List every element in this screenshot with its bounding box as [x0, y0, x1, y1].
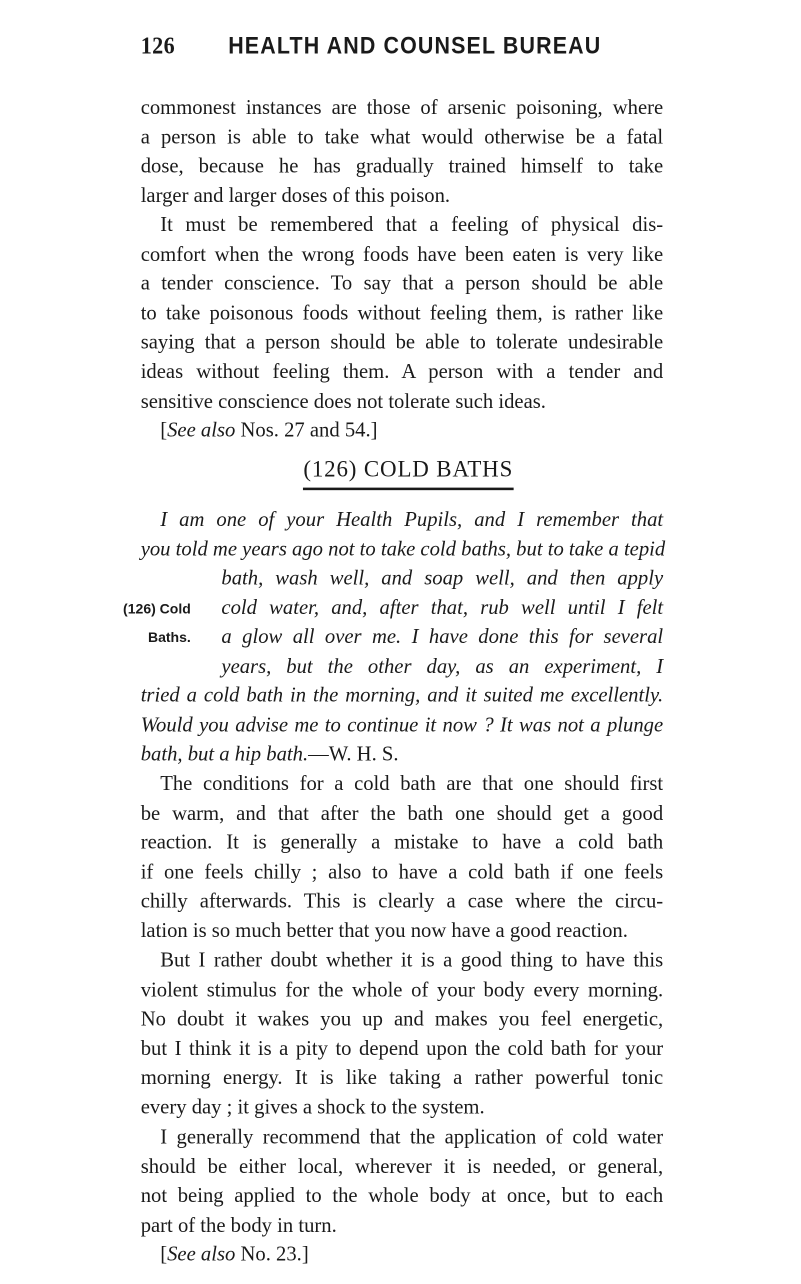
text-line: No doubt it wakes you up and makes you feel energetic,	[140, 1007, 664, 1031]
text-line: But I rather doubt whether it is a good thing to have this	[160, 948, 664, 972]
text-line: years, but the other day, as an experiment, I	[221, 654, 664, 678]
text-line: bath, but a hip bath.	[140, 742, 309, 766]
letter-signature: —W. H. S.	[308, 742, 399, 766]
ref-bracket: [	[160, 1243, 168, 1267]
text-line: lation is so much better that you now have a good reaction.	[140, 919, 629, 943]
text-line: tried a cold bath in the morning, and it suited me excellently.	[140, 683, 664, 707]
ref-numbers: No. 23.]	[235, 1243, 309, 1267]
text-line: larger and larger doses of this poison.	[140, 184, 451, 208]
text-line: saying that a person should be able to tolerate undesirable	[140, 330, 664, 354]
section-heading: (126) COLD BATHS	[256, 456, 562, 490]
see-also-label: See also	[167, 418, 236, 442]
text-line: commonest instances are those of arsenic poisoning, where	[140, 95, 664, 119]
text-line: but I think it is a pity to depend upon the cold bath for your	[140, 1037, 664, 1060]
running-title: HEALTH AND COUNSEL BUREAU	[228, 32, 602, 59]
reader-letter-indented	[222, 564, 664, 682]
paragraph-1	[141, 93, 663, 211]
text-line: cold water, and, after that, rub well until I felt	[221, 596, 664, 619]
text-line: should be either local, wherever it is needed, or general,	[140, 1154, 664, 1178]
text-line: The conditions for a cold bath are that one should first	[160, 772, 664, 796]
text-line: dose, because he has gradually trained himself to take	[140, 154, 664, 178]
text-line: morning energy. It is like taking a rather powerful tonic	[140, 1066, 664, 1090]
text-line: I am one of your Health Pupils, and I remember that	[160, 508, 664, 531]
text-line: to take poisonous foods without feeling them, is rather like	[140, 301, 664, 325]
text-line: every day ; it gives a shock to the system.	[140, 1095, 485, 1119]
text-line: reaction. It is generally a mistake to have a cold bath	[140, 830, 664, 854]
text-line: if one feels chilly ; also to have a cold bath if one feels	[140, 860, 664, 884]
paragraph-2	[141, 211, 663, 417]
paragraph-3	[141, 770, 663, 946]
reader-letter	[140, 505, 666, 564]
text-line: sensitive conscience does not tolerate such ideas.	[140, 389, 547, 413]
paragraph-5	[141, 1123, 663, 1270]
margin-note-line: (126) Cold	[123, 601, 192, 617]
text-line: comfort when the wrong foods have been eaten is very like	[140, 242, 664, 266]
paragraph-4	[141, 946, 663, 1122]
text-line: It must be remembered that a feeling of physical dis-	[160, 213, 664, 237]
text-line: not being applied to the whole body at once, but to each	[140, 1184, 664, 1208]
text-line: violent stimulus for the whole of your body every morning.	[140, 978, 664, 1002]
text-line: Would you advise me to continue it now ? It was not a plunge	[140, 713, 664, 737]
ref-numbers: Nos. 27 and 54.]	[235, 418, 378, 442]
reader-letter-end	[141, 681, 663, 769]
text-line: part of the body in turn.	[140, 1213, 338, 1237]
ref-bracket: [	[160, 418, 168, 442]
text-line: I generally recommend that the application of cold water	[160, 1125, 664, 1149]
text-line: chilly afterwards. This is clearly a case where the circu-	[140, 889, 664, 913]
cross-reference-2	[141, 1241, 663, 1270]
text-line: a tender conscience. To say that a person should be able	[140, 271, 664, 295]
text-line: be warm, and that after the bath one should get a good	[140, 801, 664, 825]
running-head	[141, 32, 668, 66]
book-page	[60, 0, 740, 1267]
text-line: you told me years ago not to take cold baths, but to take a tepid	[140, 537, 666, 561]
text-line: ideas without feeling them. A person with a tender and	[140, 360, 664, 384]
page-number: 126	[140, 32, 176, 60]
see-also-label: See also	[167, 1243, 236, 1267]
text-line: a glow all over me. I have done this for several	[221, 625, 664, 649]
text-line: bath, wash well, and soap well, and then apply	[221, 566, 664, 590]
margin-note	[98, 595, 191, 653]
cross-reference-1	[161, 416, 683, 445]
margin-note-line: Baths.	[148, 630, 192, 646]
text-line: a person is able to take what would otherwise be a fatal	[140, 125, 664, 149]
